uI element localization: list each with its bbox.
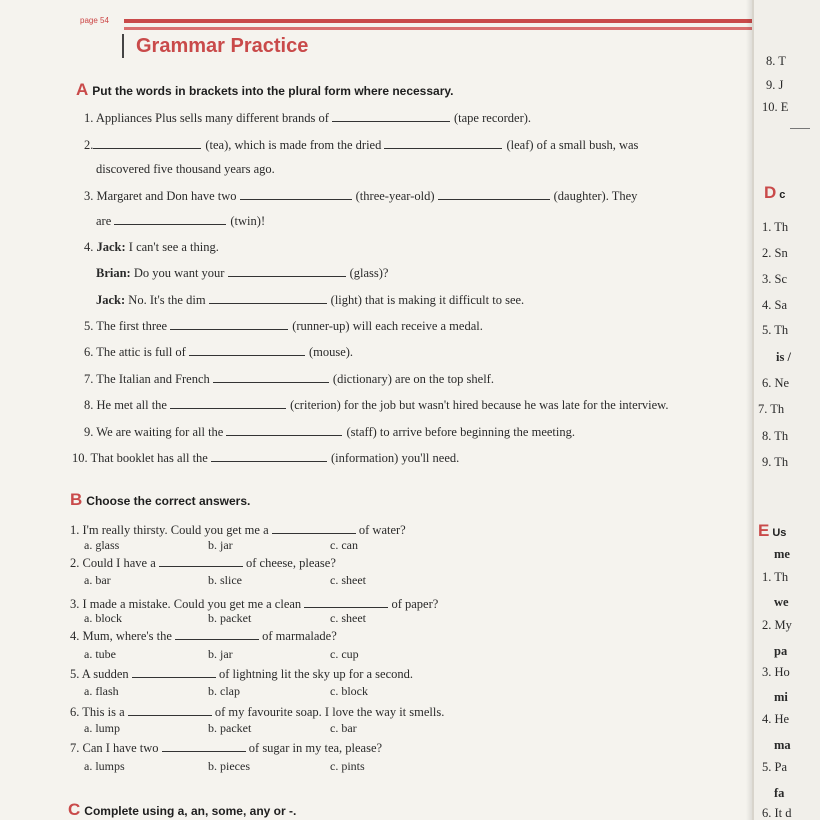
- option-b[interactable]: b. jar: [208, 647, 233, 661]
- exercise-a-item-2: 2. (tea), which is made from the dried (leaf) of a small bush, was: [84, 138, 639, 152]
- answer-blank[interactable]: [162, 740, 246, 752]
- right-line: 1. Th: [762, 570, 789, 584]
- section-a-heading: [76, 80, 454, 100]
- option-b[interactable]: b. clap: [208, 684, 240, 698]
- answer-blank[interactable]: [211, 450, 327, 462]
- right-line: 4. Sa: [762, 298, 787, 312]
- section-d-heading: Dc: [764, 183, 786, 202]
- right-page-column: [752, 0, 820, 820]
- section-b-instruction: Choose the correct answers.: [86, 494, 251, 508]
- section-b-letter: B: [70, 490, 83, 509]
- answer-blank[interactable]: [175, 628, 259, 640]
- exercise-b-question-3: 3. I made a mistake. Could you get me a clean of paper?: [70, 597, 439, 611]
- exercise-a-item-3: 3. Margaret and Don have two (three-year-old) (daughter). They: [84, 189, 638, 203]
- answer-blank[interactable]: [384, 137, 502, 149]
- exercise-a-item-3-continued: are (twin)!: [96, 214, 266, 228]
- option-a[interactable]: a. tube: [84, 647, 116, 661]
- option-c[interactable]: c. sheet: [330, 611, 366, 625]
- right-line: 9. Th: [762, 455, 789, 469]
- section-c-heading: [68, 800, 296, 820]
- answer-blank[interactable]: [128, 704, 212, 716]
- right-line: 3. Sc: [762, 272, 787, 286]
- answer-blank[interactable]: [438, 188, 550, 200]
- right-line: 6. It d: [762, 806, 792, 820]
- option-c[interactable]: c. bar: [330, 721, 357, 735]
- exercise-b-question-1: 1. I'm really thirsty. Could you get me a of water?: [70, 523, 406, 537]
- option-a[interactable]: a. lump: [84, 721, 120, 735]
- right-line: 5. Th: [762, 323, 789, 337]
- option-c[interactable]: c. cup: [330, 647, 359, 661]
- option-a[interactable]: a. lumps: [84, 759, 125, 773]
- exercise-a-item-1: 1. Appliances Plus sells many different brands of (tape recorder).: [84, 111, 532, 125]
- option-a[interactable]: a. block: [84, 611, 122, 625]
- exercise-a-item-4-line-2: Brian: Do you want your (glass)?: [96, 266, 389, 280]
- exercise-b-question-4: 4. Mum, where's the of marmalade?: [70, 629, 337, 643]
- answer-blank[interactable]: [228, 265, 346, 277]
- option-b[interactable]: b. pieces: [208, 759, 250, 773]
- answer-blank[interactable]: [213, 371, 329, 383]
- exercise-b-question-5: 5. A sudden of lightning lit the sky up for a second.: [70, 667, 414, 681]
- option-b[interactable]: b. jar: [208, 538, 233, 552]
- answer-blank[interactable]: [132, 666, 216, 678]
- option-b[interactable]: b. slice: [208, 573, 242, 587]
- page-number: page 54: [80, 16, 109, 25]
- exercise-b-question-2: 2. Could I have a of cheese, please?: [70, 556, 336, 570]
- right-line: 9. J: [766, 78, 784, 92]
- right-line: 4. He: [762, 712, 790, 726]
- exercise-a-item-2-continued: discovered five thousand years ago.: [96, 162, 275, 176]
- answer-blank[interactable]: [226, 424, 342, 436]
- exercise-a-item-9: 9. We are waiting for all the (staff) to arrive before beginning the meeting.: [84, 425, 575, 439]
- right-line: 2. My: [762, 618, 792, 632]
- exercise-a-item-7: 7. The Italian and French (dictionary) are on the top shelf.: [84, 372, 494, 386]
- answer-blank[interactable]: [332, 110, 450, 122]
- right-line: 10. E: [762, 100, 789, 114]
- exercise-a-item-4-line-3: Jack: No. It's the dim (light) that is making it difficult to see.: [96, 293, 525, 307]
- answer-blank[interactable]: [114, 213, 226, 225]
- section-e-heading: E Us: [758, 521, 787, 540]
- exercise-a-item-6: 6. The attic is full of (mouse).: [84, 345, 354, 359]
- exercise-b-question-6: 6. This is a of my favourite soap. I love the way it smells.: [70, 705, 445, 719]
- answer-blank[interactable]: [93, 137, 201, 149]
- answer-blank[interactable]: [189, 344, 305, 356]
- exercise-a-item-5: 5. The first three (runner-up) will each receive a medal.: [84, 319, 483, 333]
- right-line: 6. Ne: [762, 376, 790, 390]
- option-c[interactable]: c. sheet: [330, 573, 366, 587]
- right-line: 3. Ho: [762, 665, 790, 679]
- right-line: 7. Th: [758, 402, 785, 416]
- right-line: ma: [774, 738, 791, 752]
- exercise-a-item-10: 10. That booklet has all the (information) you'll need.: [72, 451, 460, 465]
- right-line: is /: [776, 350, 791, 364]
- exercise-a-item-8: 8. He met all the (criterion) for the job but wasn't hired because he was late for the interview.: [84, 398, 669, 412]
- section-a-letter: A: [76, 80, 89, 99]
- option-c[interactable]: c. can: [330, 538, 358, 552]
- answer-blank[interactable]: [159, 555, 243, 567]
- right-line: we: [774, 595, 789, 609]
- option-c[interactable]: c. block: [330, 684, 368, 698]
- divider: [790, 128, 810, 129]
- right-line: 8. T: [766, 54, 786, 68]
- answer-blank[interactable]: [304, 596, 388, 608]
- right-line: 5. Pa: [762, 760, 787, 774]
- header-rule: [124, 19, 752, 23]
- right-line: 1. Th: [762, 220, 789, 234]
- answer-blank[interactable]: [170, 397, 286, 409]
- right-line: me: [774, 547, 790, 561]
- right-line: pa: [774, 644, 788, 658]
- right-line: 2. Sn: [762, 246, 788, 260]
- exercise-b-question-7: 7. Can I have two of sugar in my tea, please?: [70, 741, 383, 755]
- right-line: fa: [774, 786, 785, 800]
- exercise-a-item-4: 4. Jack: I can't see a thing.: [84, 240, 219, 254]
- option-b[interactable]: b. packet: [208, 721, 252, 735]
- right-line: mi: [774, 690, 788, 704]
- page-title: Grammar Practice: [122, 34, 308, 58]
- answer-blank[interactable]: [240, 188, 352, 200]
- option-b[interactable]: b. packet: [208, 611, 252, 625]
- option-a[interactable]: a. glass: [84, 538, 120, 552]
- answer-blank[interactable]: [170, 318, 288, 330]
- answer-blank[interactable]: [272, 522, 356, 534]
- header-rule-secondary: [124, 27, 752, 30]
- option-a[interactable]: a. bar: [84, 573, 111, 587]
- section-c-instruction: Complete using a, an, some, any or -.: [84, 804, 297, 818]
- section-a-instruction: Put the words in brackets into the plural form where necessary.: [92, 84, 454, 98]
- section-b-heading: [70, 490, 250, 510]
- option-c[interactable]: c. pints: [330, 759, 365, 773]
- right-line: 8. Th: [762, 429, 789, 443]
- option-a[interactable]: a. flash: [84, 684, 119, 698]
- section-c-letter: C: [68, 800, 81, 819]
- answer-blank[interactable]: [209, 292, 327, 304]
